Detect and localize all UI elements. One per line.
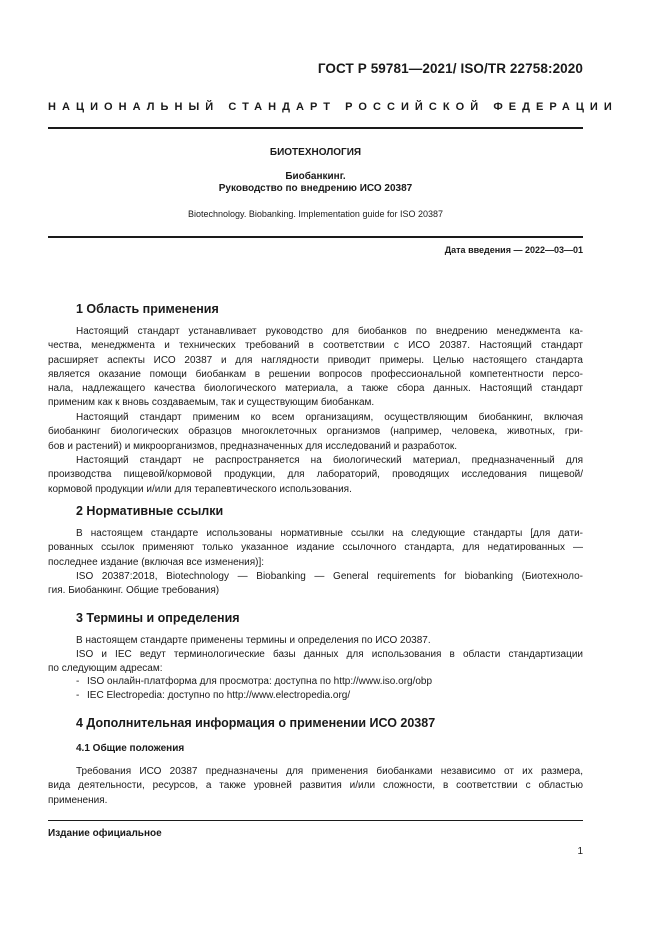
text-line: бов и растений) и микроорганизмов, предназначенных для исследований и разработок. [48,440,458,452]
text-line: вида деятельности, ресурсов, а также уровней развития и/или сложности, в соответствии с областью [48,780,583,792]
text-line: нала, надлежащего качества биологического материала, а также сбора данных. Настоящий стандарт [48,383,583,395]
list-dash: - [76,676,80,687]
text-line: кормовой продукции и/или для терапевтического использования. [48,483,352,495]
text-line: ISO и IEC ведут терминологические базы данных для использования в области стандартизации [76,649,583,660]
english-title: Biotechnology. Biobanking. Implementation guide for ISO 20387 [188,209,443,219]
footer-rule [48,820,583,821]
text-line: по следующим адресам: [48,663,163,675]
text-line: последнее издание (включая все изменения)]: [48,556,265,568]
section-4-heading: 4 Дополнительная информация о применении ИСО 20387 [76,716,436,730]
list-item-iso-obp [76,676,432,687]
text-line: является оказание помощи биобанкам в решении вопросов профессиональной компетентности персо- [48,368,583,380]
section-3-heading: 3 Термины и определения [76,611,240,625]
text-line: чества, менеджмента и технических требований в соответствии с ИСО 20387. Настоящий стандарт [48,340,583,352]
section-1-heading: 1 Область применения [76,302,219,316]
section-3-paragraph-1 [48,634,583,648]
text-line: расширяет аспекты ИСО 20387 и для наглядности приводит примеры. Целью настоящего стандарта [48,354,583,366]
section-4-1-paragraph-1 [48,765,583,808]
subject-heading: БИОТЕХНОЛОГИЯ [269,147,362,158]
text-line: В настоящем стандарте применены термины и определения по ИСО 20387. [76,635,431,646]
title-line-2: Руководство по внедрению ИСО 20387 [218,183,413,194]
official-edition-label: Издание официальное [48,828,162,839]
text-line: Настоящий стандарт применим ко всем организациям, осуществляющим биобанкинг, включая [76,412,583,423]
introduction-date: Дата введения — 2022—03—01 [444,245,583,255]
section-1-paragraph-3 [48,454,583,497]
page-number: 1 [577,846,583,857]
list-item-text: ISO онлайн-платформа для просмотра: доступна по http://www.iso.org/obp [87,676,433,687]
section-1-paragraph-2 [48,411,583,454]
standard-code: ГОСТ Р 59781—2021/ ISO/TR 22758:2020 [317,61,583,76]
text-line: В настоящем стандарте использованы нормативные ссылки на следующие стандарты [для дати- [76,528,583,539]
section-2-paragraph-1 [48,527,583,570]
text-line: применим как к вновь создаваемым, так и существующим биобанкам. [48,397,375,409]
list-item-text: IEC Electropedia: доступно по http://www.electropedia.org/ [87,690,351,701]
title-line-1: Биобанкинг. [285,171,346,182]
text-line: ISO 20387:2018, Biotechnology — Biobanking — General requirements for biobanking (Биотехноло- [76,571,583,582]
text-line: производства пищевой/кормовой продукции, для лабораторий, проводящих исследования пищевой/ [48,469,583,481]
section-2-heading: 2 Нормативные ссылки [76,504,224,518]
text-line: применения. [48,794,108,806]
section-2-paragraph-2 [48,570,583,599]
national-standard-title: НАЦИОНАЛЬНЫЙ СТАНДАРТ РОССИЙСКОЙ ФЕДЕРАЦИИ [48,101,618,113]
text-line: гия. Биобанкинг. Общие требования) [48,585,220,597]
section-3-paragraph-2 [48,648,583,677]
bottom-rule [48,236,583,238]
text-line: Настоящий стандарт устанавливает руководство для биобанков по внедрению менеджмента ка- [76,326,583,337]
text-line: Настоящий стандарт не распространяется на биологический материал, предназначенный для [76,455,583,466]
text-line: рованных ссылок применяют только указанное издание ссылочного стандарта, для недатированных — [48,542,583,554]
list-item-electropedia [76,690,350,701]
section-4-1-heading: 4.1 Общие положения [76,743,185,754]
top-rule [48,127,583,129]
text-line: Требования ИСО 20387 предназначены для применения биобанками независимо от их размера, [76,766,583,777]
section-1-paragraph-1 [48,325,583,411]
list-dash: - [76,690,80,701]
text-line: биобанкинг биологических образцов многоклеточных организмов (например, человека, животных, гри- [48,426,583,438]
